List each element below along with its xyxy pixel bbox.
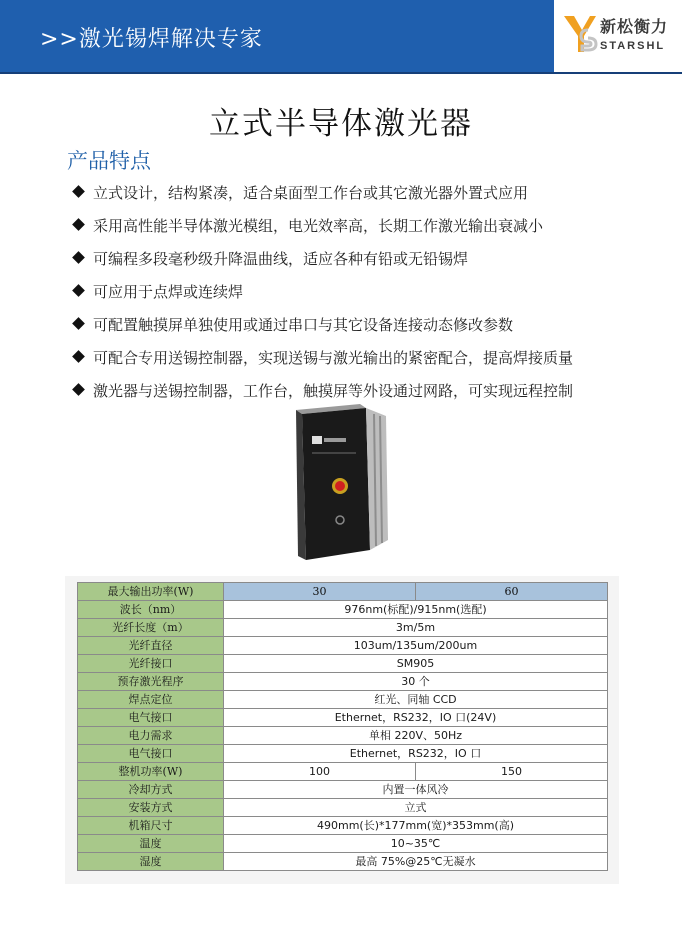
header-col-60w: 60 — [416, 583, 608, 601]
row-value: Ethernet，RS232，IO 口(24V) — [224, 709, 608, 727]
table-row — [78, 745, 608, 763]
row-label: 光纤直径 — [78, 637, 224, 655]
spec-table-panel — [65, 576, 619, 884]
row-value: SM905 — [224, 655, 608, 673]
row-label: 光纤长度（m） — [78, 619, 224, 637]
row-label: 电气接口 — [78, 709, 224, 727]
row-label: 安装方式 — [78, 799, 224, 817]
spec-table — [77, 582, 608, 871]
diamond-bullet-icon — [72, 383, 85, 396]
row-label: 电气接口 — [78, 745, 224, 763]
feature-item — [72, 281, 573, 314]
logo-english-name: STARSHL — [600, 40, 666, 52]
feature-text: 可配合专用送锡控制器，实现送锡与激光输出的紧密配合，提高焊接质量 — [93, 349, 574, 367]
feature-item — [72, 215, 573, 248]
diamond-bullet-icon — [72, 185, 85, 198]
feature-list — [72, 182, 573, 413]
row-value: 立式 — [224, 799, 608, 817]
tagline: >>激光锡焊解决专家 — [40, 27, 263, 52]
row-label: 整机功率(W) — [78, 763, 224, 781]
feature-text: 可应用于点焊或连续焊 — [93, 283, 244, 301]
diamond-bullet-icon — [72, 350, 85, 363]
row-value: 103um/135um/200um — [224, 637, 608, 655]
table-row — [78, 619, 608, 637]
row-value: 红光、同轴 CCD — [224, 691, 608, 709]
row-label: 湿度 — [78, 853, 224, 871]
feature-text: 可编程多段毫秒级升降温曲线，适应各种有铅或无铅锡焊 — [93, 250, 469, 268]
row-label: 冷却方式 — [78, 781, 224, 799]
row-value: 最高 75%@25℃无凝水 — [224, 853, 608, 871]
feature-text: 可配置触摸屏单独使用或通过串口与其它设备连接动态修改参数 — [93, 316, 514, 334]
table-row — [78, 637, 608, 655]
diamond-bullet-icon — [72, 317, 85, 330]
table-row — [78, 817, 608, 835]
row-value: 单相 220V、50Hz — [224, 727, 608, 745]
feature-item — [72, 314, 573, 347]
laser-device-image — [290, 400, 390, 565]
feature-item — [72, 347, 573, 380]
row-value: 3m/5m — [224, 619, 608, 637]
feature-item — [72, 248, 573, 281]
logo-chinese-name: 新松衡力 — [600, 17, 669, 36]
header-col-30w: 30 — [224, 583, 416, 601]
table-row — [78, 781, 608, 799]
row-label: 预存激光程序 — [78, 673, 224, 691]
feature-item — [72, 182, 573, 215]
table-row — [78, 709, 608, 727]
row-label: 电力需求 — [78, 727, 224, 745]
diamond-bullet-icon — [72, 251, 85, 264]
row-value: Ethernet，RS232，IO 口 — [224, 745, 608, 763]
table-row — [78, 853, 608, 871]
section-title: 产品特点 — [67, 149, 151, 173]
table-row — [78, 727, 608, 745]
table-row — [78, 763, 608, 781]
row-label: 焊点定位 — [78, 691, 224, 709]
row-label: 温度 — [78, 835, 224, 853]
row-value: 内置一体风冷 — [224, 781, 608, 799]
table-row — [78, 691, 608, 709]
row-value-60w: 150 — [416, 763, 608, 781]
feature-text: 立式设计，结构紧凑，适合桌面型工作台或其它激光器外置式应用 — [93, 184, 529, 202]
diamond-bullet-icon — [72, 218, 85, 231]
table-row — [78, 601, 608, 619]
row-label: 波长（nm） — [78, 601, 224, 619]
company-logo — [554, 0, 682, 72]
starshl-logo-icon — [562, 12, 598, 56]
header-label: 最大输出功率(W) — [78, 583, 224, 601]
row-value: 10~35℃ — [224, 835, 608, 853]
diamond-bullet-icon — [72, 284, 85, 297]
row-value-30w: 100 — [224, 763, 416, 781]
row-value: 976nm(标配)/915nm(选配) — [224, 601, 608, 619]
table-row — [78, 799, 608, 817]
row-label: 光纤接口 — [78, 655, 224, 673]
table-row — [78, 655, 608, 673]
feature-text: 采用高性能半导体激光模组，电光效率高，长期工作激光输出衰减小 — [93, 217, 544, 235]
table-header-row — [78, 583, 608, 601]
header-banner — [0, 0, 682, 74]
row-value: 30 个 — [224, 673, 608, 691]
row-value: 490mm(长)*177mm(宽)*353mm(高) — [224, 817, 608, 835]
feature-text: 激光器与送锡控制器，工作台，触摸屏等外设通过网路，可实现远程控制 — [93, 382, 574, 400]
table-row — [78, 673, 608, 691]
page-title: 立式半导体激光器 — [209, 106, 473, 142]
table-row — [78, 835, 608, 853]
row-label: 机箱尺寸 — [78, 817, 224, 835]
